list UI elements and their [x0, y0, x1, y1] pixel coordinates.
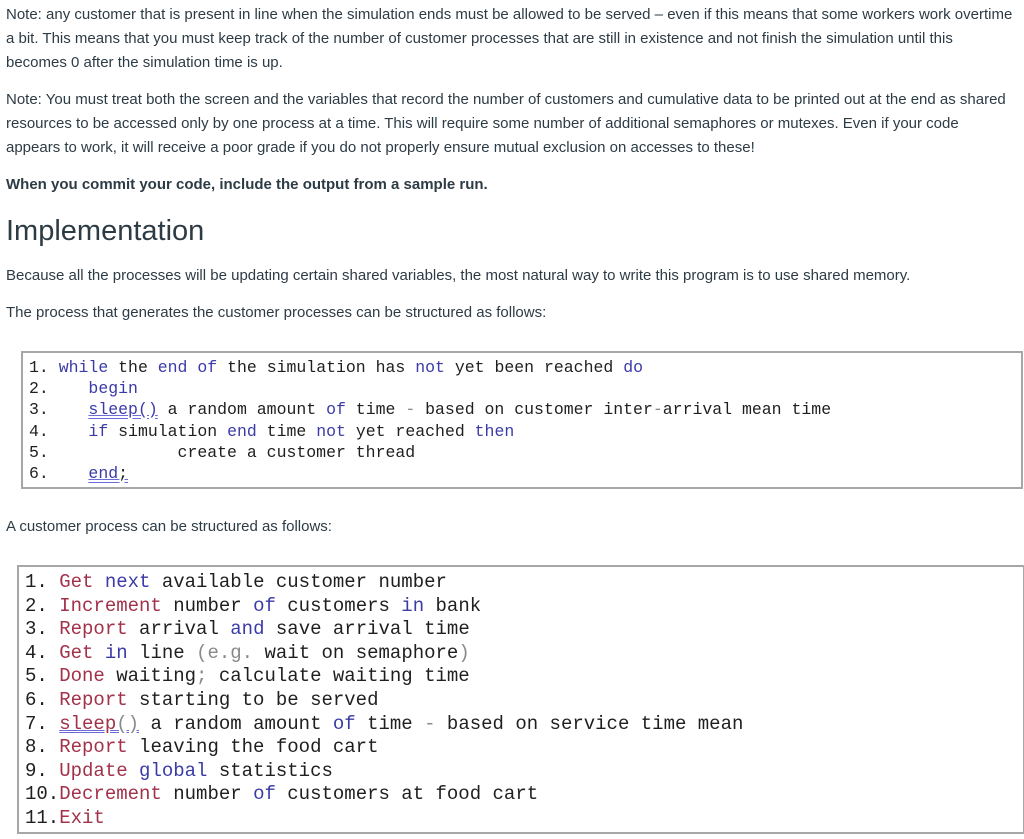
code-token: based on service time mean [435, 712, 744, 735]
line-number: 1. [29, 358, 49, 377]
code-token: customers [275, 594, 402, 617]
code-token: sleep [59, 712, 117, 735]
code-line [25, 807, 1023, 831]
code-token: end [157, 358, 188, 377]
code-token: of [332, 712, 356, 735]
code-line [25, 736, 1023, 760]
line-number: 6. [25, 688, 48, 711]
code-line [25, 642, 1023, 666]
code-token: Update [59, 759, 128, 782]
code-token: then [474, 421, 515, 441]
code-token: Get [59, 571, 94, 593]
code-token: starting to be served [127, 688, 379, 711]
code-token: save arrival time [264, 618, 470, 641]
code-line [25, 689, 1023, 713]
code-line [25, 665, 1023, 689]
code-line [29, 378, 1021, 399]
code-token: () [137, 400, 158, 420]
code-token: Increment [59, 594, 162, 617]
code-token: of [253, 594, 276, 617]
code-line [25, 783, 1023, 807]
code-token: of [253, 783, 276, 806]
code-token [93, 642, 104, 664]
code-token: arrival [127, 618, 231, 641]
code-token: - [405, 400, 416, 420]
generator-pseudocode-box [21, 351, 1023, 489]
code-token: number [161, 783, 254, 806]
code-token: calculate waiting time [207, 665, 470, 688]
code-token: a random amount [157, 400, 327, 420]
code-token: of [197, 358, 218, 377]
code-token: Exit [59, 806, 105, 829]
code-token: create a customer thread [177, 442, 416, 462]
code-token: a random amount [139, 712, 333, 735]
code-token: do [623, 358, 643, 377]
code-token: next [104, 571, 151, 593]
code-token: leaving the food cart [127, 736, 379, 759]
line-number: 9. [25, 759, 48, 782]
line-number: 2. [29, 379, 49, 399]
code-token [93, 571, 104, 593]
code-line [25, 571, 1023, 595]
code-token: waiting [104, 665, 197, 688]
code-token: while [58, 358, 109, 377]
line-number: 7. [25, 712, 48, 735]
code-token: begin [88, 379, 138, 399]
code-token: of [326, 400, 346, 420]
code-token: yet been reached [444, 358, 624, 377]
code-token: number [161, 594, 254, 617]
code-token: statistics [207, 759, 333, 782]
code-line [25, 760, 1023, 784]
code-line [29, 399, 1021, 420]
line-number: 6. [29, 463, 49, 483]
code-token: line [127, 641, 197, 664]
code-token: () [116, 712, 140, 735]
code-token: the [108, 358, 158, 377]
code-line [29, 357, 1021, 378]
line-number: 4. [29, 421, 49, 441]
code-token: ) [458, 641, 470, 664]
code-token: based on customer inter [415, 400, 653, 420]
line-number: 3. [29, 400, 49, 420]
line-number: 5. [25, 665, 48, 688]
code-token: (e.g. [196, 641, 254, 664]
line-number: 11. [25, 806, 60, 829]
line-number: 1. [25, 571, 48, 593]
line-number: 10. [25, 783, 60, 806]
code-token: simulation [108, 421, 228, 441]
code-token: end [88, 463, 119, 483]
code-token: Decrement [59, 783, 162, 806]
code-token: if [88, 421, 109, 441]
code-line [25, 713, 1023, 737]
code-line [25, 618, 1023, 642]
implementation-heading: Implementation [6, 215, 205, 247]
code-line [29, 442, 1021, 463]
code-token: available customer number [150, 571, 447, 593]
code-token [187, 358, 197, 377]
commit-instruction: When you commit your code, include the output from a sample run. [6, 176, 488, 193]
code-token: time [345, 400, 406, 420]
code-token: Report [59, 618, 128, 641]
code-token: wait on semaphore [253, 641, 459, 664]
code-token: sleep [88, 400, 138, 420]
line-number: 4. [25, 641, 48, 664]
code-token: - [424, 712, 436, 735]
note-overtime: Note: any customer that is present in line when the simulation ends must be allowed to be served – even if this means that some workers work overtime a bit. This means that you must keep track of the number of customer processes that are still in existence and not finish the simulation until this becomes 0 after the simulation time is up. [6, 6, 1013, 71]
code-token: not [415, 358, 445, 377]
code-token: Report [59, 736, 128, 759]
code-token: in [401, 594, 425, 617]
code-token: Get [59, 641, 94, 664]
code-token: customers at food cart [275, 783, 539, 806]
code-token: the simulation has [217, 358, 416, 377]
code-token: and [230, 618, 265, 641]
customer-pseudocode-box [17, 565, 1024, 834]
code-token: Done [59, 665, 105, 688]
note-shared-resources: Note: You must treat both the screen and the variables that record the number of customers and cumulative data to be printed out at the end as shared resources to be accessed only by one process at a time. This will require some number of additional semaphores or mutexes. Even if your code appears to work, it will receive a poor grade if you do not properly ensure mutual exclusion on accesses to these! [6, 91, 1006, 156]
line-number: 3. [25, 618, 48, 641]
code-token: time [355, 712, 425, 735]
implementation-intro: Because all the processes will be updating certain shared variables, the most natural way to write this program is to use shared memory. [6, 267, 911, 284]
code-token: bank [424, 594, 482, 617]
code-token: arrival mean time [662, 400, 832, 420]
generator-intro: The process that generates the customer processes can be structured as follows: [6, 304, 547, 321]
line-number: 5. [29, 442, 49, 462]
code-token: Report [59, 688, 128, 711]
code-line [29, 421, 1021, 442]
code-token: in [104, 641, 128, 664]
code-token: end [227, 421, 257, 441]
code-token: not [316, 421, 346, 441]
code-token: ; [196, 665, 208, 688]
line-number: 8. [25, 736, 48, 759]
code-line [25, 595, 1023, 619]
code-token [128, 760, 139, 782]
code-token: yet reached [345, 421, 475, 441]
code-token: time [256, 421, 317, 441]
line-number: 2. [25, 594, 48, 617]
code-token: ; [118, 463, 129, 483]
code-line [29, 463, 1021, 484]
code-token: global [139, 759, 208, 782]
customer-intro: A customer process can be structured as follows: [6, 518, 332, 535]
code-token: - [652, 400, 663, 420]
